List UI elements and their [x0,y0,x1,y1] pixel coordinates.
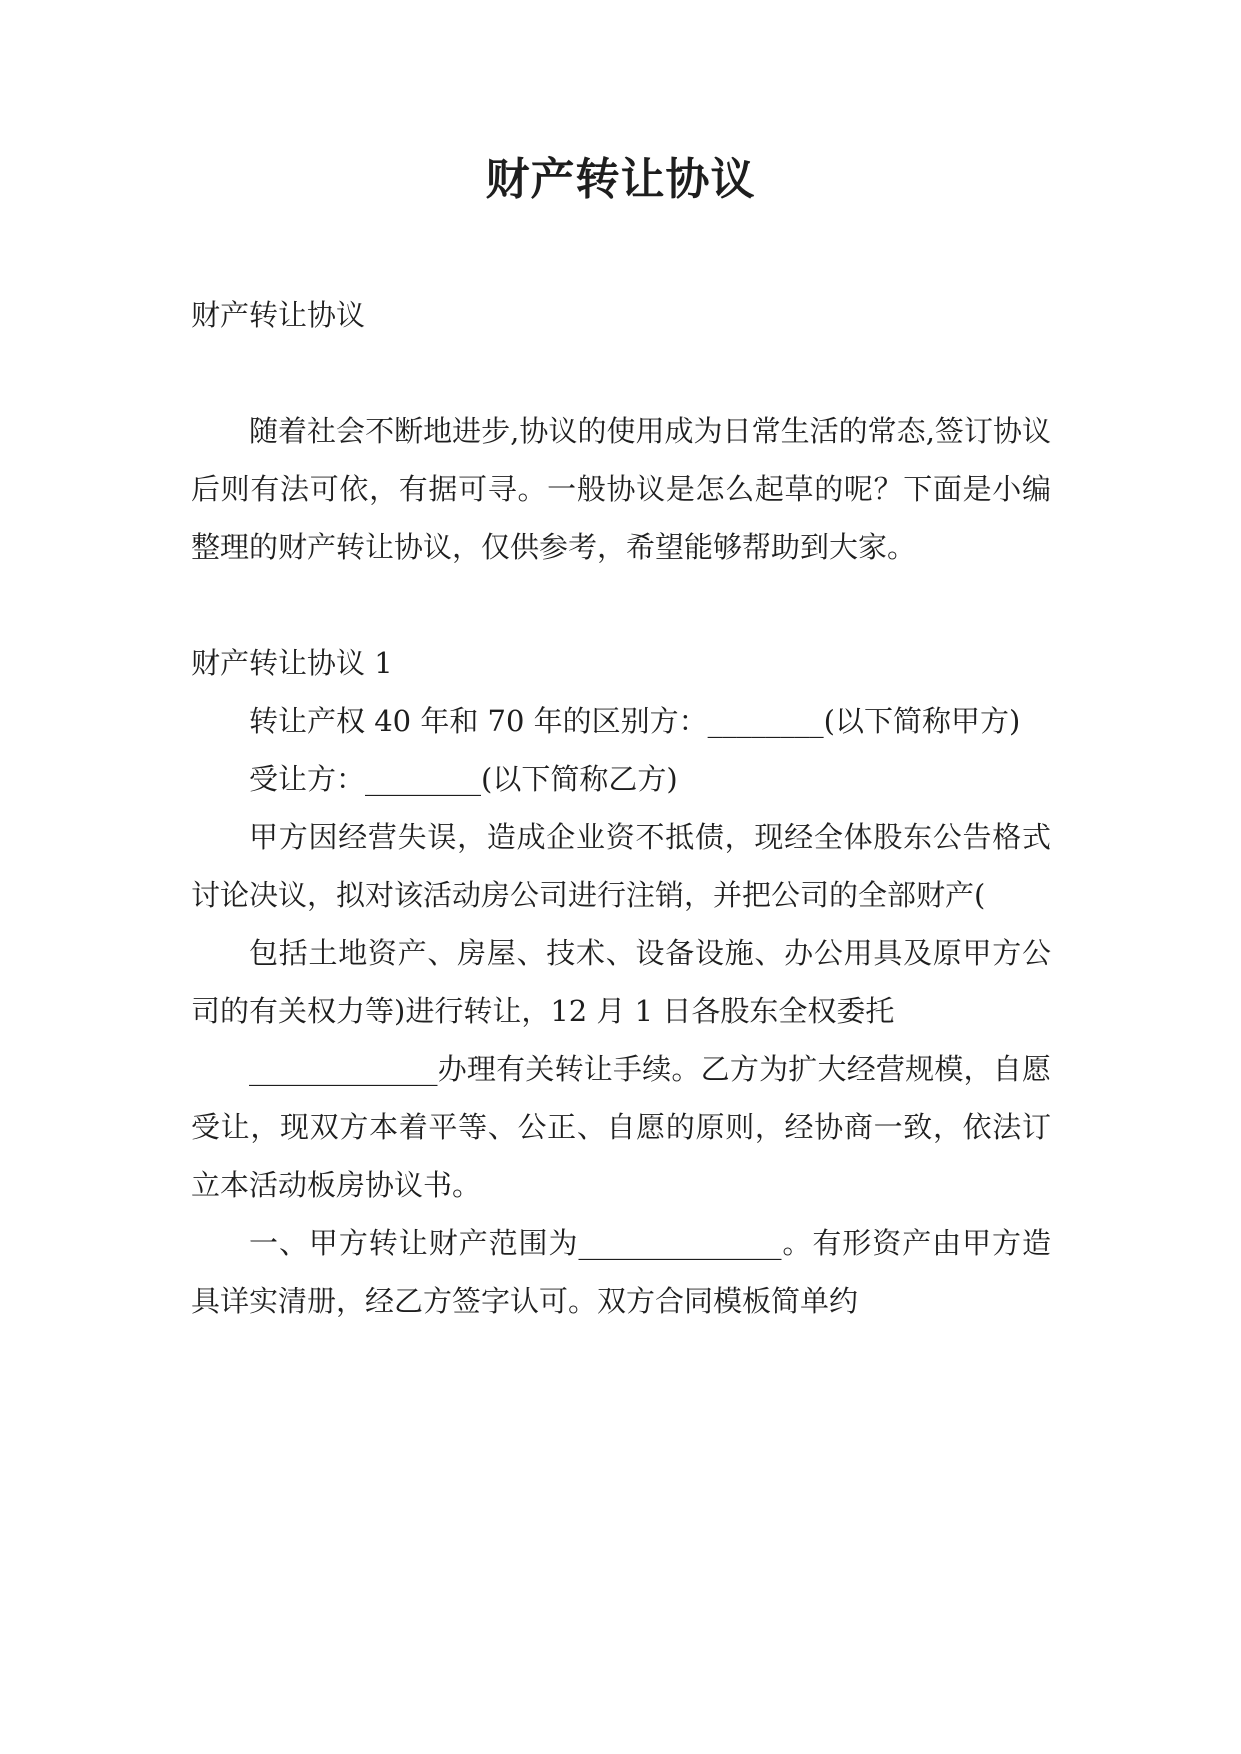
document-body [191,286,1051,1330]
transferor-paragraph: 转让产权 40 年和 70 年的区别方：________(以下简称甲方) [249,704,1021,738]
document-title: 财产转让协议 [485,154,756,205]
background-paragraph: 甲方因经营失误，造成企业资不抵债，现经全体股东公告格式讨论决议，拟对该活动房公司进行注销，并把公司的全部财产( [191,820,1051,912]
asset-scope-paragraph: 包括土地资产、房屋、技术、设备设施、办公用具及原甲方公司的有关权力等)进行转让，12 月 1 日各股东全权委托 [191,936,1051,1028]
section-heading: 财产转让协议 1 [191,646,393,680]
paragraph-spacer [191,576,1051,634]
clause-one-paragraph: 一、甲方转让财产范围为______________。有形资产由甲方造具详实清册，经乙方签字认可。双方合同模板简单约 [191,1226,1051,1318]
document-subtitle: 财产转让协议 [191,298,366,332]
paragraph-spacer [191,344,1051,402]
intro-paragraph: 随着社会不断地进步,协议的使用成为日常生活的常态,签订协议后则有法可依，有据可寻。一般协议是怎么起草的呢？下面是小编整理的财产转让协议，仅供参考，希望能够帮助到大家。 [191,414,1051,564]
transferee-paragraph: 受让方：________(以下简称乙方) [249,762,678,796]
agreement-basis-paragraph: _____________办理有关转让手续。乙方为扩大经营规模，自愿受让，现双方本着平等、公正、自愿的原则，经协商一致，依法订立本活动板房协议书。 [191,1052,1051,1202]
